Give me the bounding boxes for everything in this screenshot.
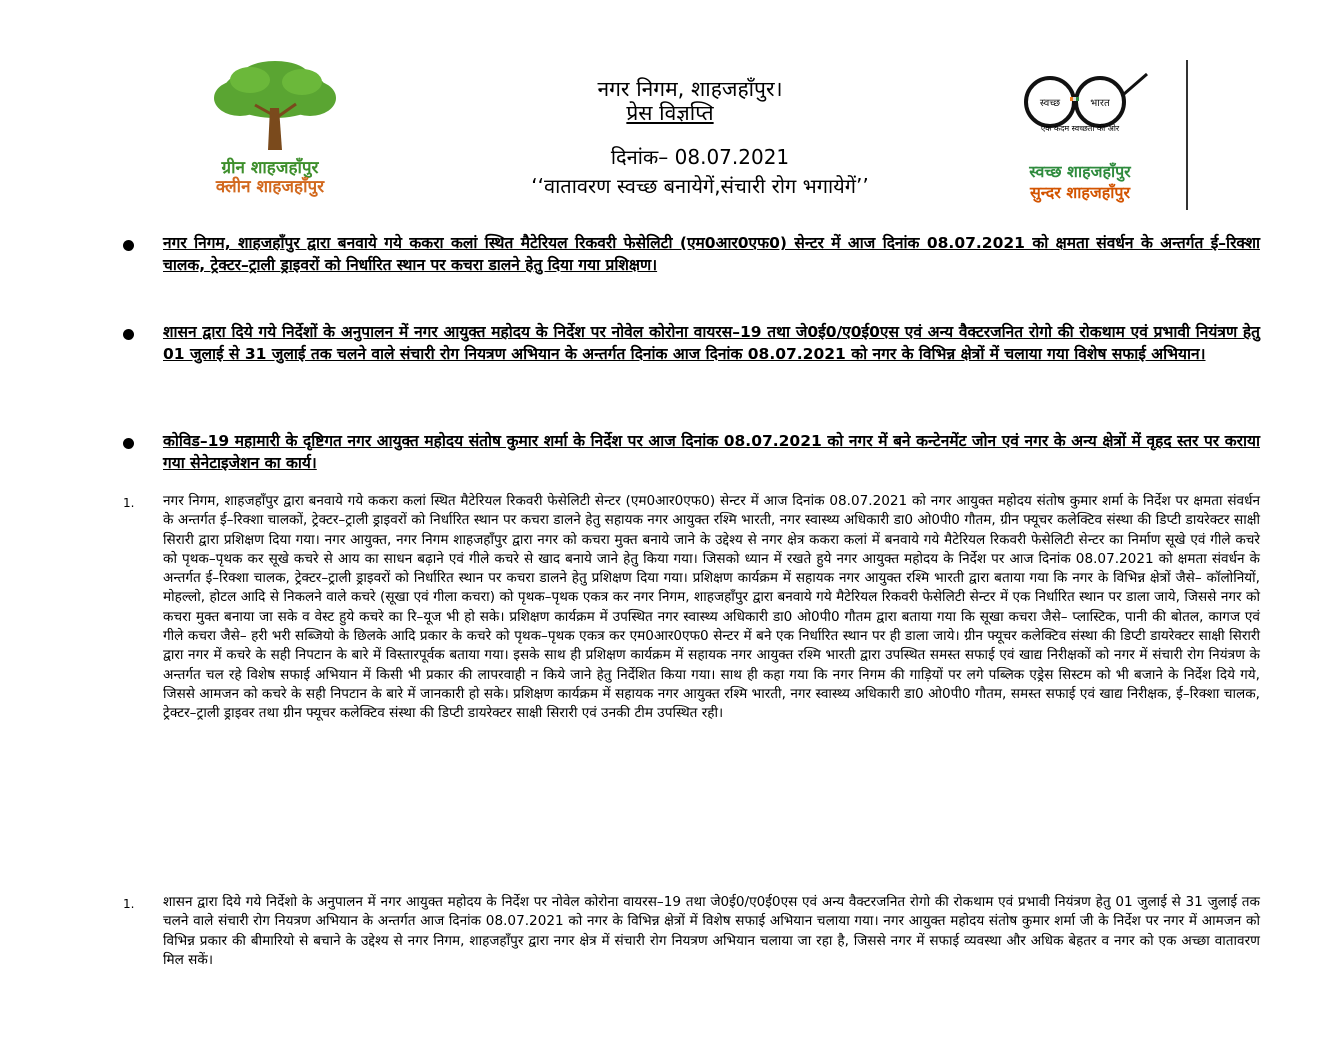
headline-3: कोविड–19 महामारी के दृष्टिगत नगर आयुक्त महोदय संतोष कुमार शर्मा के निर्देश पर आज दिनांक 08.07.2021 को नगर में बने कन्टेनमेंट जोन एवं नगर के अन्य क्षेत्रों में वृहद स्तर पर कराया गया सेनेटाइजेशन का कार्य।	[163, 432, 1260, 472]
swachh-tagline: एक कदम स्वच्छता की ओर	[1040, 124, 1120, 133]
paragraph-1: नगर निगम, शाहजहाँपुर द्वारा बनवाये गये ककरा कलां स्थित मैटेरियल रिकवरी फेसेलिटी सेन्टर (एम0आर0एफ0) सेन्टर में आज दिनांक 08.07.2021 को नगर आयुक्त महोदय संतोष कुमार शर्मा के निर्देश पर क्षमता संवर्धन के अन्तर्गत ई–रिक्शा चालकों, ट्रेक्टर–ट्राली ड्राइवरों को निर्धारित स्थान पर कचरा डालने हेतु सहायक नगर आयुक्त रश्मि भारती, नगर स्वास्थ्य अधिकारी डा0 ओ0पी0 गौतम, ग्रीन फ्यूचर कलेक्टिव संस्था की डिप्टी डायरेक्टर साक्षी सिरारी द्वारा प्रशिक्षण दिया गया। नगर आयुक्त, नगर निगम शाहजहाँपुर द्वारा नगर को कचरा मुक्त बनाये जाने के उद्देश्य से नगर क्षेत्र ककरा कलां में बनवाये गये मैटेरियल रिकवरी फेसेलिटी सेन्टर का निर्माण सूखे एवं गीले कचरे को पृथक–पृथक कर सूखे कचरे से आय का साधन बढ़ाने एवं गीले कचरे से खाद बनाये जाने हेतु किया गया। जिसको ध्यान में रखते हुये नगर आयुक्त महोदय के निर्देश पर आज दिनांक 08.07.2021 को क्षमता संवर्धन के अन्तर्गत ई–रिक्शा चालक, ट्रेक्टर–ट्राली ड्राइवरों को निर्धारित स्थान पर कचरा डालने हेतु प्रशिक्षण दिया गया। प्रशिक्षण कार्यक्रम में सहायक नगर आयुक्त रश्मि भारती द्वारा बताया गया कि नगर के विभिन्न क्षेत्रों जैसे– कॉलोनियों, मोहल्लो, होटल आदि से निकलने वाले कचरे (सूखा एवं गीला कचरा) को पृथक–पृथक एकत्र कर नगर निगम, शाहजहाँपुर द्वारा बनवाये गये मैटेरियल रिकवरी फेसेलिटी सेन्टर में एक निर्धारित स्थान पर डाला जाये, जिससे नगर को कचरा मुक्त बनाया जा सके व वेस्ट हुये कचरे का रि–यूज भी हो सके। प्रशिक्षण कार्यक्रम में उपस्थित नगर स्वास्थ्य अधिकारी डा0 ओ0पी0 गौतम द्वारा बताया गया कि सूखा कचरा जैसे– प्लास्टिक, पानी की बोतल, कागज एवं गीले कचरा जैसे– हरी भरी सब्जियो के छिलके आदि प्रकार के कचरे को पृथक–पृथक एकत्र कर एम0आर0एफ0 सेन्टर में बने एक निर्धारित स्थान पर ही डाला जाये। ग्रीन फ्यूचर कलेक्टिव संस्था की डिप्टी डायरेक्टर साक्षी सिरारी द्वारा नगर में कचरे के सही निपटान के बारे में विस्तारपूर्वक बताया गया। इसके साथ ही प्रशिक्षण कार्यक्रम में सहायक नगर आयुक्त रश्मि भारती द्वारा उपस्थित समस्त सफाई एवं खाद्य निरीक्षकों को नगर में संचारी रोग नियंत्रण के अन्तर्गत चल रहे विशेष सफाई अभियान में किसी भी प्रकार की लापरवाही न किये जाने हेतु निर्देशित किया गया। साथ ही कहा गया कि नगर निगम की गाड़ियों पर लगे पब्लिक एड्रेस सिस्टम को भी बजाने के निर्देश दिये गये, जिससे आमजन को कचरे के सही निपटान के बारे में जानकारी हो सके। प्रशिक्षण कार्यक्रम में सहायक नगर आयुक्त रश्मि भारती, नगर स्वास्थ्य अधिकारी डा0 ओ0पी0 गौतम, समस्त सफाई एवं खाद्य निरीक्षक, ई–रिक्शा चालक, ट्रेक्टर–ट्राली ड्राइवर तथा ग्रीन फ्यूचर कलेक्टिव संस्था की डिप्टी डायरेक्टर साक्षी सिरारी एवं उनकी टीम उपस्थित रही।	[163, 493, 1260, 722]
headline-1: नगर निगम, शाहजहाँपुर द्वारा बनवाये गये ककरा कलां स्थित मैटेरियल रिकवरी फेसेलिटी (एम0आर0एफ0) सेन्टर में आज दिनांक 08.07.2021 को क्षमता संवर्धन के अन्तर्गत ई–रिक्शा चालक, ट्रेक्टर–ट्राली ड्राइवरों को निर्धारित स्थान पर कचरा डालने हेतु दिया गया प्रशिक्षण।	[163, 234, 1260, 274]
date-line: दिनांक– 08.07.2021	[610, 145, 790, 169]
swachh-shahjahanpur-text: स्वच्छ शाहजहाँपुर	[1029, 162, 1131, 181]
headline-2: शासन द्वारा दिये गये निर्देशों के अनुपालन में नगर आयुक्त महोदय के निर्देश पर नोवेल कोरोना वायरस–19 तथा जे0ई0/ए0ई0एस एवं अन्य वैक्टरजनित रोगो की रोकथाम एवं प्रभावी नियंत्रण हेतु 01 जुलाई से 31 जुलाई तक चलने वाले संचारी रोग नियत्रण अभियान के अन्तर्गत दिनांक आज दिनांक 08.07.2021 को नगर के विभिन्न क्षेत्रों में चलाया गया विशेष सफाई अभियान।	[163, 323, 1260, 363]
tree-logo-icon	[210, 60, 340, 155]
paragraph-2: शासन द्वारा दिये गये निर्देशो के अनुपालन में नगर आयुक्त महोदय के निर्देश पर नोवेल कोरोना वायरस–19 तथा जे0ई0/ए0ई0एस एवं अन्य वैक्टरजनित रोगो की रोकथाम एवं प्रभावी नियंत्रण हेतु 01 जुलाई से 31 जुलाई तक चलने वाले संचारी रोग नियत्रण अभियान के अन्तर्गत आज दिनांक 08.07.2021 को नगर के विभिन्न क्षेत्रों में विशेष सफाई अभियान चलाया गया। नगर आयुक्त महोदय संतोष कुमार शर्मा जी के निर्देश पर नगर में आमजन को विभिन्न प्रकार की बीमारियो से बचाने के उद्देश्य से नगर निगम, शाहजहाँपुर द्वारा नगर क्षेत्र में संचारी रोग नियत्रण अभियान चलाया जा रहा है, जिससे नगर में सफाई व्यवस्था और अधिक बेहतर व नगर को एक अच्छा वातावरण मिल सकें।	[163, 894, 1260, 968]
doc-type: प्रेस विज्ञप्ति	[626, 101, 714, 125]
paragraph-number: 1.	[123, 496, 135, 510]
clean-shahjahanpur-text: क्लीन शाहजहाँपुर	[215, 177, 325, 197]
vertical-divider	[1186, 60, 1188, 210]
bullet-icon	[123, 329, 134, 340]
bullet-icon	[123, 240, 134, 251]
bullet-icon	[123, 438, 134, 449]
bharat-word: भारत	[1090, 98, 1110, 109]
sundar-shahjahanpur-text: सुन्दर शाहजहाँपुर	[1029, 183, 1131, 202]
swachh-word: स्वच्छ	[1039, 98, 1061, 109]
paragraph-number: 1.	[123, 897, 135, 911]
org-title: नगर निगम, शाहजहाँपुर।	[597, 77, 783, 101]
slogan: ‘‘वातावरण स्वच्छ बनायेगें,संचारी रोग भगायेगें’’	[531, 174, 869, 198]
green-shahjahanpur-text: ग्रीन शाहजहाँपुर	[221, 158, 319, 178]
